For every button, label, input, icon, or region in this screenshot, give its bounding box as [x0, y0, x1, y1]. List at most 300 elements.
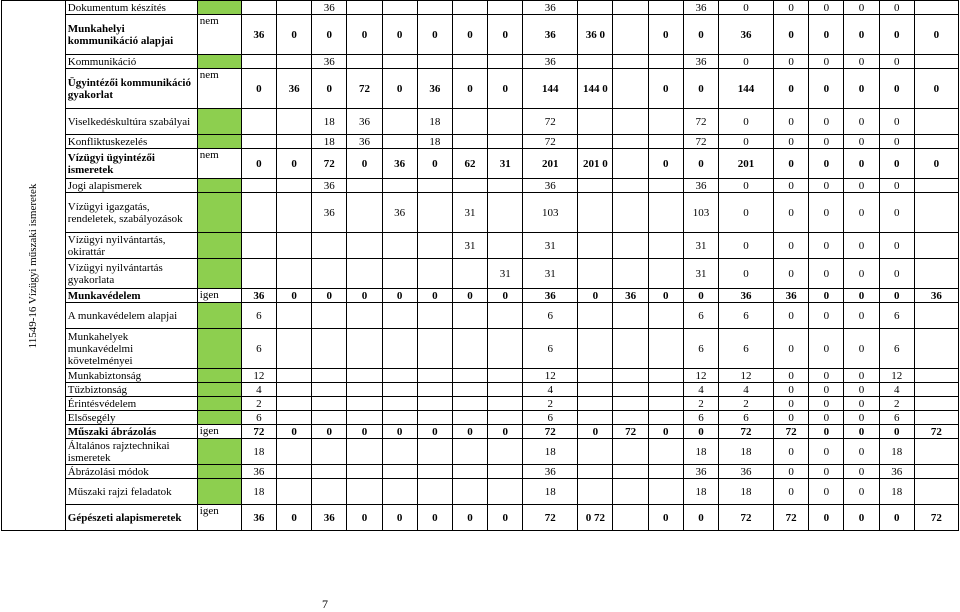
- row-label: Műszaki ábrázolás: [65, 425, 197, 439]
- table-row: [2, 369, 959, 383]
- value-cell: 0: [774, 149, 809, 179]
- value-cell: [578, 303, 613, 329]
- table-row: [2, 69, 959, 109]
- value-cell: 0: [844, 233, 879, 259]
- value-cell: 0: [809, 179, 844, 193]
- value-cell: [347, 55, 382, 69]
- value-cell: 6: [523, 303, 578, 329]
- row-label: Műszaki rajzi feladatok: [65, 479, 197, 505]
- value-cell: 72: [523, 109, 578, 135]
- value-cell: [347, 397, 382, 411]
- value-cell: 0: [774, 69, 809, 109]
- value-cell: 6: [719, 329, 774, 369]
- value-cell: [382, 259, 417, 289]
- value-cell: [488, 479, 523, 505]
- value-cell: [452, 329, 487, 369]
- value-cell: [914, 179, 958, 193]
- value-cell: 6: [683, 303, 718, 329]
- value-cell: [312, 329, 347, 369]
- value-cell: 0: [683, 425, 718, 439]
- table-row: [2, 465, 959, 479]
- value-cell: [276, 1, 311, 15]
- value-cell: 18: [719, 439, 774, 465]
- table-row: [2, 135, 959, 149]
- value-cell: 36: [683, 1, 718, 15]
- row-label: Ügyintézői kommunikáció gyakorlat: [65, 69, 197, 109]
- value-cell: [312, 383, 347, 397]
- value-cell: [613, 439, 648, 465]
- value-cell: 0: [844, 135, 879, 149]
- value-cell: 6: [719, 303, 774, 329]
- value-cell: 18: [417, 135, 452, 149]
- value-cell: 36: [523, 289, 578, 303]
- value-cell: [488, 397, 523, 411]
- value-cell: [417, 411, 452, 425]
- value-cell: 0: [844, 149, 879, 179]
- value-cell: [452, 397, 487, 411]
- value-cell: [648, 55, 683, 69]
- value-cell: 6: [523, 411, 578, 425]
- value-cell: [382, 479, 417, 505]
- value-cell: 0: [417, 425, 452, 439]
- value-cell: 0: [809, 109, 844, 135]
- value-cell: 0: [241, 149, 276, 179]
- value-cell: 18: [417, 109, 452, 135]
- value-cell: 0: [879, 233, 914, 259]
- value-cell: [613, 383, 648, 397]
- value-cell: 0: [417, 149, 452, 179]
- value-cell: 36: [312, 1, 347, 15]
- value-cell: [914, 1, 958, 15]
- flag-cell: [197, 1, 241, 15]
- value-cell: 18: [879, 439, 914, 465]
- value-cell: 0: [276, 289, 311, 303]
- value-cell: [613, 109, 648, 135]
- value-cell: [276, 397, 311, 411]
- table-row: [2, 383, 959, 397]
- flag-cell: [197, 303, 241, 329]
- value-cell: 36: [719, 289, 774, 303]
- value-cell: 0: [844, 1, 879, 15]
- value-cell: [613, 149, 648, 179]
- value-cell: [276, 479, 311, 505]
- value-cell: [417, 397, 452, 411]
- value-cell: 103: [523, 193, 578, 233]
- value-cell: 72: [683, 135, 718, 149]
- value-cell: 6: [879, 411, 914, 425]
- row-label: A munkavédelem alapjai: [65, 303, 197, 329]
- value-cell: [276, 109, 311, 135]
- value-cell: 0: [648, 149, 683, 179]
- value-cell: [578, 397, 613, 411]
- value-cell: 72: [774, 425, 809, 439]
- row-label: Dokumentum készítés: [65, 1, 197, 15]
- value-cell: 0: [844, 397, 879, 411]
- flag-cell: [197, 479, 241, 505]
- table-row: [2, 425, 959, 439]
- value-cell: [914, 397, 958, 411]
- value-cell: 0: [879, 193, 914, 233]
- flag-cell: [197, 55, 241, 69]
- value-cell: [347, 303, 382, 329]
- row-label: Gépészeti alapismeretek: [65, 505, 197, 531]
- table-row: [2, 149, 959, 179]
- value-cell: 0: [452, 505, 487, 531]
- value-cell: [382, 109, 417, 135]
- value-cell: 36: [523, 55, 578, 69]
- value-cell: 0: [774, 55, 809, 69]
- value-cell: 72: [312, 149, 347, 179]
- value-cell: 0: [578, 425, 613, 439]
- value-cell: [312, 397, 347, 411]
- value-cell: 0: [844, 439, 879, 465]
- table-row: [2, 1, 959, 15]
- value-cell: 6: [241, 329, 276, 369]
- value-cell: [276, 369, 311, 383]
- value-cell: 2: [719, 397, 774, 411]
- value-cell: [488, 329, 523, 369]
- value-cell: [452, 1, 487, 15]
- value-cell: 31: [452, 233, 487, 259]
- value-cell: 0: [844, 465, 879, 479]
- value-cell: [417, 193, 452, 233]
- value-cell: 36: [417, 69, 452, 109]
- value-cell: 0: [914, 69, 958, 109]
- row-label: Vízügyi ügyintézői ismeretek: [65, 149, 197, 179]
- value-cell: [914, 329, 958, 369]
- value-cell: 0: [774, 179, 809, 193]
- value-cell: [417, 369, 452, 383]
- value-cell: 2: [683, 397, 718, 411]
- value-cell: 72: [683, 109, 718, 135]
- value-cell: [417, 55, 452, 69]
- value-cell: 0: [774, 109, 809, 135]
- value-cell: 0: [809, 369, 844, 383]
- table-row: [2, 109, 959, 135]
- value-cell: 0: [844, 259, 879, 289]
- value-cell: [613, 505, 648, 531]
- value-cell: 36: [523, 15, 578, 55]
- value-cell: [417, 233, 452, 259]
- flag-cell: [197, 329, 241, 369]
- value-cell: 36: [241, 15, 276, 55]
- value-cell: [382, 465, 417, 479]
- value-cell: 0: [719, 193, 774, 233]
- value-cell: [578, 233, 613, 259]
- value-cell: [488, 383, 523, 397]
- value-cell: [312, 303, 347, 329]
- value-cell: 0: [417, 15, 452, 55]
- value-cell: 0: [844, 411, 879, 425]
- value-cell: [613, 193, 648, 233]
- value-cell: [382, 329, 417, 369]
- flag-cell: nem: [197, 69, 241, 109]
- flag-cell: [197, 411, 241, 425]
- value-cell: 0: [774, 193, 809, 233]
- value-cell: [488, 109, 523, 135]
- value-cell: 0: [648, 505, 683, 531]
- value-cell: [613, 179, 648, 193]
- value-cell: 0: [276, 149, 311, 179]
- value-cell: 0: [452, 289, 487, 303]
- value-cell: 2: [523, 397, 578, 411]
- value-cell: [488, 303, 523, 329]
- table-row: [2, 289, 959, 303]
- value-cell: [613, 411, 648, 425]
- value-cell: 72: [523, 135, 578, 149]
- value-cell: [578, 329, 613, 369]
- value-cell: 72: [241, 425, 276, 439]
- value-cell: 18: [683, 479, 718, 505]
- value-cell: 18: [879, 479, 914, 505]
- value-cell: [241, 1, 276, 15]
- value-cell: 31: [683, 233, 718, 259]
- value-cell: [914, 479, 958, 505]
- value-cell: 0: [276, 15, 311, 55]
- value-cell: [613, 15, 648, 55]
- value-cell: [648, 109, 683, 135]
- value-cell: [312, 369, 347, 383]
- value-cell: 0: [809, 439, 844, 465]
- value-cell: [648, 303, 683, 329]
- value-cell: 0: [809, 1, 844, 15]
- table-row: [2, 179, 959, 193]
- value-cell: 0: [488, 289, 523, 303]
- value-cell: 0: [879, 15, 914, 55]
- value-cell: [312, 439, 347, 465]
- flag-cell: igen: [197, 289, 241, 303]
- value-cell: 18: [241, 439, 276, 465]
- value-cell: [613, 135, 648, 149]
- flag-cell: [197, 259, 241, 289]
- value-cell: [452, 55, 487, 69]
- value-cell: [578, 55, 613, 69]
- value-cell: 36: [914, 289, 958, 303]
- value-cell: [578, 369, 613, 383]
- value-cell: [382, 1, 417, 15]
- value-cell: 0: [774, 411, 809, 425]
- value-cell: 0: [774, 369, 809, 383]
- flag-cell: igen: [197, 425, 241, 439]
- value-cell: [452, 439, 487, 465]
- value-cell: 4: [683, 383, 718, 397]
- value-cell: 0: [809, 135, 844, 149]
- value-cell: [613, 303, 648, 329]
- value-cell: 36: [382, 149, 417, 179]
- value-cell: [648, 465, 683, 479]
- value-cell: [241, 233, 276, 259]
- value-cell: [914, 383, 958, 397]
- flag-cell: igen: [197, 505, 241, 531]
- value-cell: [382, 135, 417, 149]
- value-cell: [382, 233, 417, 259]
- row-label: Munkavédelem: [65, 289, 197, 303]
- value-cell: [648, 193, 683, 233]
- value-cell: [648, 259, 683, 289]
- value-cell: 6: [879, 303, 914, 329]
- value-cell: 36: [683, 55, 718, 69]
- value-cell: 0: [312, 289, 347, 303]
- value-cell: 4: [879, 383, 914, 397]
- value-cell: [382, 303, 417, 329]
- value-cell: [452, 369, 487, 383]
- value-cell: [488, 179, 523, 193]
- value-cell: 2: [241, 397, 276, 411]
- value-cell: 4: [241, 383, 276, 397]
- value-cell: [648, 179, 683, 193]
- value-cell: [312, 233, 347, 259]
- row-label: Vízügyi nyilvántartás gyakorlata: [65, 259, 197, 289]
- value-cell: 6: [719, 411, 774, 425]
- value-cell: 0: [719, 55, 774, 69]
- value-cell: [613, 397, 648, 411]
- value-cell: 0: [719, 179, 774, 193]
- value-cell: 0: [879, 1, 914, 15]
- value-cell: [488, 439, 523, 465]
- value-cell: 36: [241, 505, 276, 531]
- value-cell: [276, 259, 311, 289]
- value-cell: [276, 329, 311, 369]
- value-cell: 36: [276, 69, 311, 109]
- flag-cell: [197, 383, 241, 397]
- value-cell: [382, 411, 417, 425]
- value-cell: 0: [809, 465, 844, 479]
- value-cell: 0: [774, 15, 809, 55]
- value-cell: 72: [523, 425, 578, 439]
- row-label: Elsősegély: [65, 411, 197, 425]
- value-cell: 36: [312, 193, 347, 233]
- value-cell: [648, 397, 683, 411]
- value-cell: 0: [683, 69, 718, 109]
- value-cell: 0: [879, 179, 914, 193]
- value-cell: 0: [879, 505, 914, 531]
- flag-cell: [197, 233, 241, 259]
- value-cell: 0: [719, 233, 774, 259]
- value-cell: [648, 411, 683, 425]
- value-cell: 0: [774, 1, 809, 15]
- value-cell: 0: [774, 465, 809, 479]
- value-cell: 0: [914, 15, 958, 55]
- value-cell: 0: [879, 109, 914, 135]
- value-cell: 0: [488, 425, 523, 439]
- value-cell: 36: [312, 179, 347, 193]
- value-cell: 18: [719, 479, 774, 505]
- value-cell: 0: [844, 109, 879, 135]
- value-cell: 2: [879, 397, 914, 411]
- value-cell: [241, 55, 276, 69]
- value-cell: [347, 369, 382, 383]
- value-cell: 0: [774, 135, 809, 149]
- value-cell: 0: [774, 259, 809, 289]
- value-cell: 6: [683, 411, 718, 425]
- value-cell: 0: [276, 505, 311, 531]
- value-cell: 0: [774, 439, 809, 465]
- value-cell: 0: [578, 289, 613, 303]
- value-cell: 0: [879, 149, 914, 179]
- value-cell: 72: [774, 505, 809, 531]
- value-cell: 0: [382, 505, 417, 531]
- value-cell: [347, 465, 382, 479]
- value-cell: 0: [809, 329, 844, 369]
- value-cell: 0: [844, 69, 879, 109]
- value-cell: 6: [241, 411, 276, 425]
- value-cell: 31: [488, 259, 523, 289]
- value-cell: [347, 329, 382, 369]
- value-cell: [914, 193, 958, 233]
- value-cell: 0: [844, 179, 879, 193]
- value-cell: [578, 193, 613, 233]
- table-row: [2, 397, 959, 411]
- value-cell: 0: [347, 149, 382, 179]
- value-cell: 0: [648, 425, 683, 439]
- value-cell: 36: [879, 465, 914, 479]
- flag-cell: [197, 397, 241, 411]
- value-cell: [648, 369, 683, 383]
- value-cell: [417, 479, 452, 505]
- value-cell: 18: [523, 439, 578, 465]
- value-cell: 36: [613, 289, 648, 303]
- value-cell: 201 0: [578, 149, 613, 179]
- value-cell: [914, 411, 958, 425]
- value-cell: 0: [879, 259, 914, 289]
- value-cell: 0: [844, 55, 879, 69]
- value-cell: 36: [774, 289, 809, 303]
- value-cell: [578, 411, 613, 425]
- value-cell: [452, 303, 487, 329]
- value-cell: 0: [347, 289, 382, 303]
- value-cell: [347, 179, 382, 193]
- flag-cell: [197, 439, 241, 465]
- flag-cell: [197, 179, 241, 193]
- value-cell: [241, 179, 276, 193]
- value-cell: [276, 383, 311, 397]
- value-cell: 18: [241, 479, 276, 505]
- value-cell: 0: [879, 55, 914, 69]
- flag-cell: nem: [197, 149, 241, 179]
- value-cell: 31: [523, 259, 578, 289]
- value-cell: 0: [879, 69, 914, 109]
- value-cell: 0: [809, 397, 844, 411]
- value-cell: 0: [844, 15, 879, 55]
- value-cell: [578, 135, 613, 149]
- value-cell: [276, 233, 311, 259]
- value-cell: [382, 179, 417, 193]
- value-cell: [276, 303, 311, 329]
- value-cell: 0: [241, 69, 276, 109]
- value-cell: [312, 411, 347, 425]
- value-cell: 0: [914, 149, 958, 179]
- value-cell: 0: [417, 289, 452, 303]
- value-cell: [613, 329, 648, 369]
- value-cell: 36: [241, 289, 276, 303]
- value-cell: [417, 259, 452, 289]
- value-cell: [578, 109, 613, 135]
- value-cell: [613, 233, 648, 259]
- value-cell: 36: [523, 179, 578, 193]
- value-cell: 0: [774, 303, 809, 329]
- flag-cell: [197, 193, 241, 233]
- table-row: [2, 303, 959, 329]
- curriculum-table: [1, 0, 959, 531]
- value-cell: 36: [719, 15, 774, 55]
- row-label: Munkabiztonság: [65, 369, 197, 383]
- value-cell: 36: [719, 465, 774, 479]
- value-cell: [488, 233, 523, 259]
- value-cell: 144 0: [578, 69, 613, 109]
- value-cell: [347, 193, 382, 233]
- value-cell: [648, 479, 683, 505]
- value-cell: 0: [809, 233, 844, 259]
